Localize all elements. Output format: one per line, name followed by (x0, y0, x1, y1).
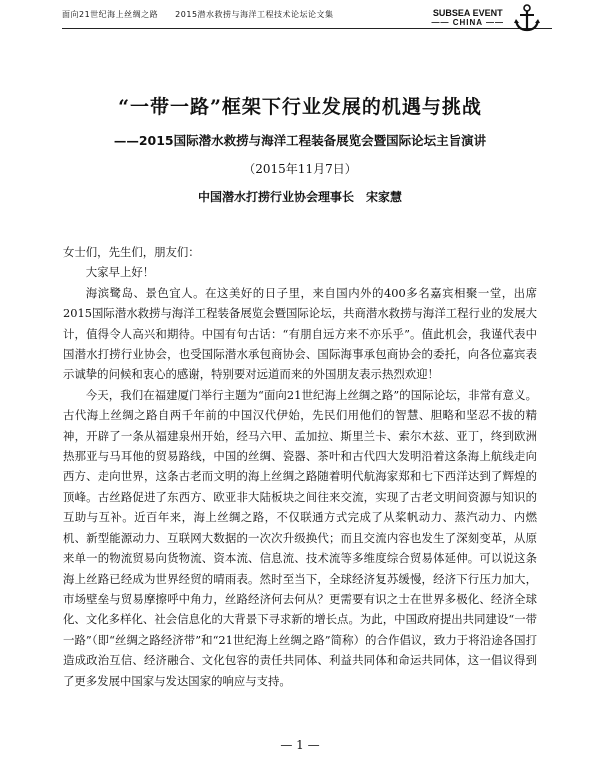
opening-line: 大家早上好！ (85, 265, 155, 280)
anchor-icon (512, 3, 542, 33)
subsea-event-logo (432, 8, 504, 28)
logo-line-2: —— CHINA —— (431, 18, 504, 27)
speech-author: 中国潜水打捞行业协会理事长 宋家慧 (197, 190, 402, 204)
paragraph-1: 海滨鹭岛、景色宜人。在这美好的日子里，来自国内外的400多名嘉宾相聚一堂，出席2015国际潜水救捞与海洋工程装备展览会暨国际论坛，共商潜水救捞与海洋工程行业的发展大计，值得令人高兴和期待。中国有句古话：“有朋自远方来不亦乐乎”。值此机会，我谨代表中国潜水打捞行业协会，也受国际潜水承包商协会、国际海事承包商协会的委托，向各位嘉宾表示诚挚的问候和衷心的感谢，特别要对远道而来的外国朋友表示热烈欢迎！ (63, 285, 537, 382)
page-number: — 1 — (280, 738, 320, 752)
running-title: 面向21世纪海上丝绸之路 2015潜水救捞与海洋工程技术论坛论文集 (62, 10, 334, 19)
page-subtitle: ——2015国际潜水救捞与海洋工程装备展览会暨国际论坛主旨演讲 (113, 133, 487, 148)
greeting-line: 女士们，先生们，朋友们： (63, 245, 200, 259)
page-title: “一带一路”框架下行业发展的机遇与挑战 (118, 96, 482, 118)
speech-date: （2015年11月7日） (243, 162, 357, 176)
speech-body (63, 242, 537, 691)
running-header (62, 6, 552, 29)
paragraph-2: 今天，我们在福建厦门举行主题为“面向21世纪海上丝绸之路”的国际论坛，非常有意义。古代海上丝绸之路自两千年前的中国汉代伊始，先民们用他们的智慧、胆略和坚忍不拔的精神，开辟了一条从福建泉州开始，经马六甲、孟加拉、斯里兰卡、索尔木兹、亚丁，终到欧洲热那亚与马耳他的贸易路线，中国的丝绸、瓷器、茶叶和古代四大发明沿着这条海上航线走向西方、走向世界，这条古老而文明的海上丝绸之路随着明代航海家郑和七下西洋达到了辉煌的顶峰。古丝路促进了东西方、欧亚非大陆板块之间往来交流，实现了古老文明间资源与知识的互助与互补。近百年来，海上丝绸之路，不仅联通方式完成了从桨帆动力、蒸汽动力、内燃机、新型能源动力、互联网大数据的一次次升级换代；而且交流内容也发生了深刻变革，从原来单一的物流贸易向货物流、资本流、信息流、技术流等多维度综合贸易体延伸。可以说这条海上丝路已经成为世界经贸的晴雨表。然时至当下，全球经济复苏缓慢，经济下行压力加大，市场壁垒与贸易摩擦呼中角力，丝路经济何去何从？更需要有识之士在世界多极化、经济全球化、文化多样化、社会信息化的大背景下寻求新的增长点。为此，中国政府提出共同建设“一带一路”（即“丝绸之路经济带”和“21世纪海上丝绸之路”简称）的合作倡议，致力于将沿途各国打造成政治互信、经济融合、文化包容的责任共同体、利益共同体和命运共同体，这一倡议得到了更多发展中国家与发达国家的响应与支持。 (63, 387, 537, 688)
logo-line-1: SUBSEA EVENT (432, 8, 503, 18)
